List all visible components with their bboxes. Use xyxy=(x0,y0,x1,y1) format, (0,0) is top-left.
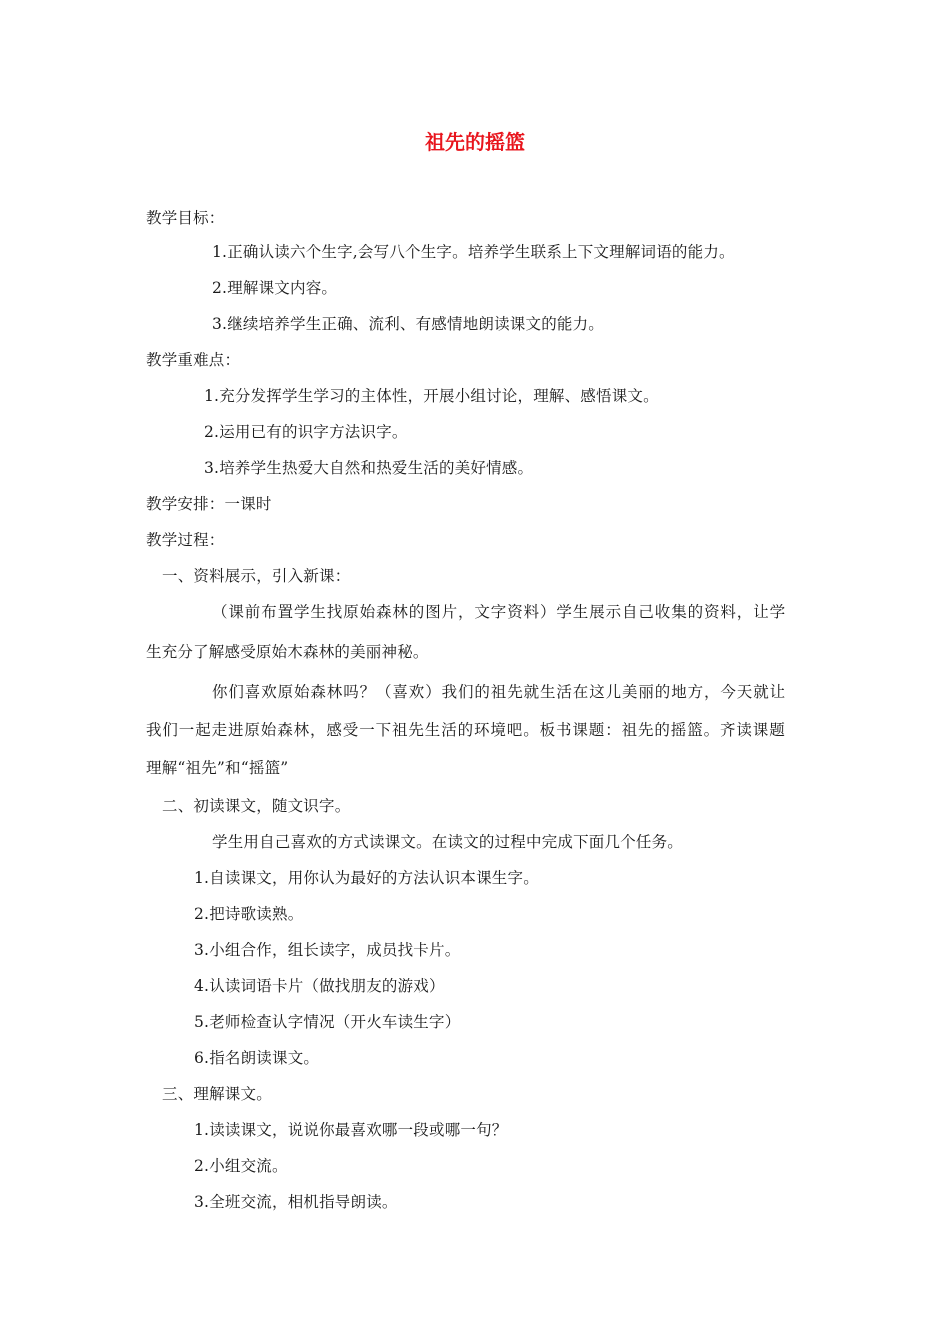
section-1-paragraph-2: 我们一起走进原始森林，感受一下祖先生活的环境吧。板书课题：祖先的摇篮。齐读课题 xyxy=(146,721,786,739)
section-1-paragraph-2: 你们喜欢原始森林吗？（喜欢）我们的祖先就生活在这儿美丽的地方，今天就让 xyxy=(212,683,787,701)
goal-item: 2.理解课文内容。 xyxy=(212,279,338,297)
section-1-heading: 一、资料展示，引入新课： xyxy=(162,567,351,585)
schedule-line: 教学安排：一课时 xyxy=(146,495,272,513)
section-2-item: 6.指名朗读课文。 xyxy=(194,1049,320,1067)
process-heading: 教学过程： xyxy=(146,531,225,549)
keypoints-heading: 教学重难点： xyxy=(146,351,241,369)
section-2-intro: 学生用自己喜欢的方式读课文。在读文的过程中完成下面几个任务。 xyxy=(212,833,684,851)
keypoint-item: 1.充分发挥学生学习的主体性，开展小组讨论，理解、感悟课文。 xyxy=(204,387,659,405)
keypoint-item: 2.运用已有的识字方法识字。 xyxy=(204,423,408,441)
section-2-item: 1.自读课文，用你认为最好的方法认识本课生字。 xyxy=(194,869,539,887)
section-3-item: 2.小组交流。 xyxy=(194,1157,288,1175)
section-1-paragraph-1: （课前布置学生找原始森林的图片，文字资料）学生展示自己收集的资料，让学 xyxy=(212,603,787,621)
goal-item: 3.继续培养学生正确、流利、有感情地朗读课文的能力。 xyxy=(212,315,604,333)
goal-item: 1.正确认读六个生字,会写八个生字。培养学生联系上下文理解词语的能力。 xyxy=(212,243,735,261)
section-1-paragraph-1: 生充分了解感受原始木森林的美丽神秘。 xyxy=(146,643,429,661)
section-2-heading: 二、初读课文，随文识字。 xyxy=(162,797,351,815)
section-3-item: 1.读读课文，说说你最喜欢哪一段或哪一句？ xyxy=(194,1121,508,1139)
document-title: 祖先的摇篮 xyxy=(425,130,525,154)
section-1-paragraph-2: 理解“祖先”和“摇篮” xyxy=(146,759,289,777)
section-2-item: 5.老师检查认字情况（开火车读生字） xyxy=(194,1013,461,1031)
section-2-item: 3.小组合作，组长读字，成员找卡片。 xyxy=(194,941,461,959)
keypoint-item: 3.培养学生热爱大自然和热爱生活的美好情感。 xyxy=(204,459,534,477)
section-2-item: 4.认读词语卡片（做找朋友的游戏） xyxy=(194,977,445,995)
section-3-heading: 三、理解课文。 xyxy=(162,1085,272,1103)
section-3-item: 3.全班交流，相机指导朗读。 xyxy=(194,1193,398,1211)
section-2-item: 2.把诗歌读熟。 xyxy=(194,905,304,923)
goals-heading: 教学目标： xyxy=(146,209,225,227)
